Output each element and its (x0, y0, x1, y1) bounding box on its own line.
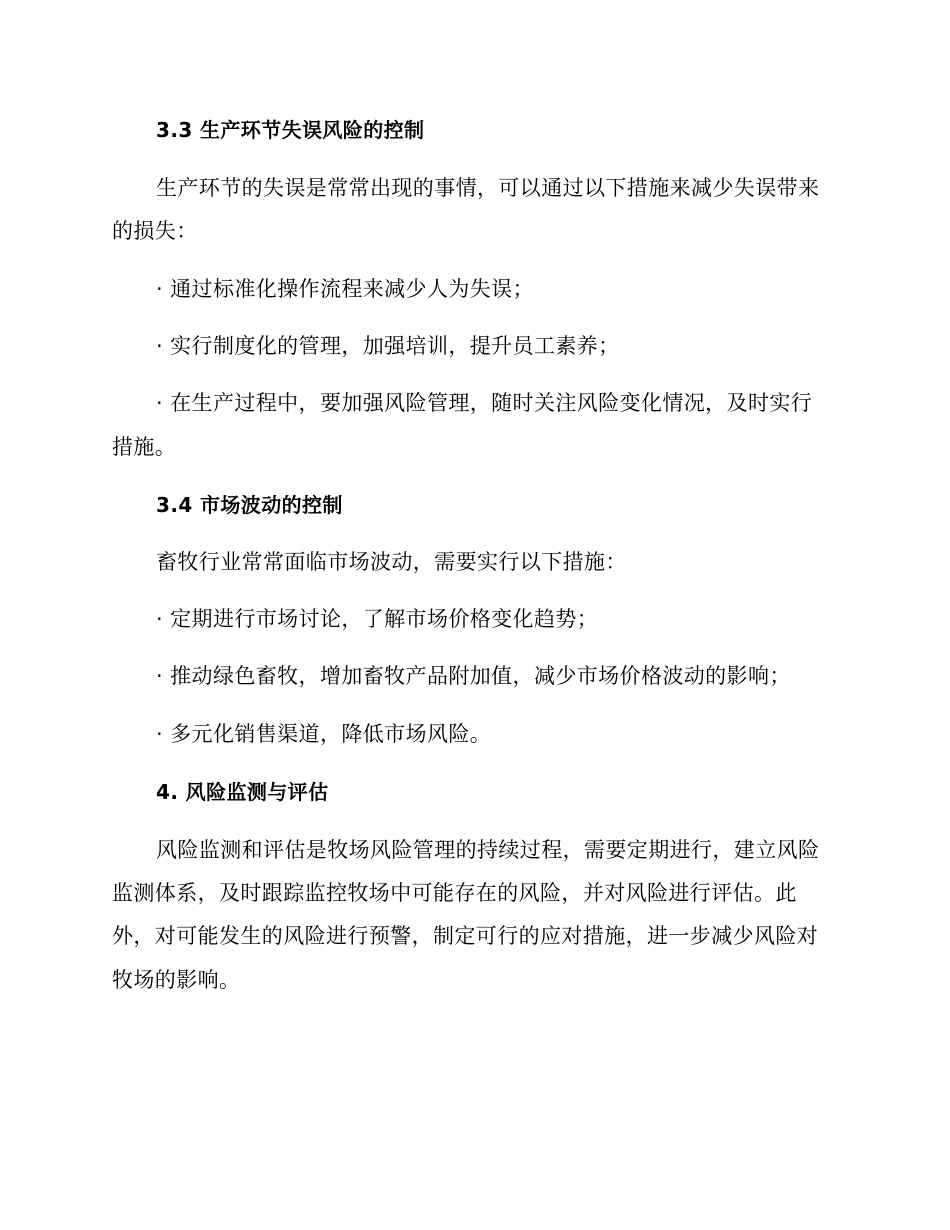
section-3-3-bullet-2: · 实行制度化的管理，加强培训，提升员工素养； (156, 334, 620, 358)
section-4-para-line-2: 监测体系，及时跟踪监控牧场中可能存在的风险，并对风险进行评估。此 (112, 881, 797, 905)
section-3-3-intro-line-1: 生产环节的失误是常常出现的事情，可以通过以下措施来减少失误带来 (156, 176, 820, 200)
section-4-para-line-4: 牧场的影响。 (112, 968, 241, 992)
section-3-4-bullet-3: · 多元化销售渠道，降低市场风险。 (156, 722, 492, 746)
section-3-4-intro: 畜牧行业常常面临市场波动，需要实行以下措施： (156, 550, 627, 574)
section-3-4-bullet-1: · 定期进行市场讨论，了解市场价格变化趋势； (156, 607, 599, 631)
section-4-para-line-1: 风险监测和评估是牧场风险管理的持续过程，需要定期进行，建立风险 (156, 838, 820, 862)
section-3-3-bullet-1: · 通过标准化操作流程来减少人为失误； (156, 277, 534, 301)
section-3-3-intro-line-2: 的损失： (112, 219, 198, 243)
section-3-3-heading: 3.3 生产环节失误风险的控制 (156, 118, 425, 142)
section-3-4-heading: 3.4 市场波动的控制 (156, 493, 343, 517)
section-3-3-bullet-3-line-2: 措施。 (112, 435, 177, 459)
section-4-heading: 4. 风险监测与评估 (156, 780, 329, 804)
section-4-para-line-3: 外，对可能发生的风险进行预警，制定可行的应对措施，进一步减少风险对 (112, 924, 819, 948)
section-3-4-bullet-2: · 推动绿色畜牧，增加畜牧产品附加值，减少市场价格波动的影响； (156, 664, 791, 688)
section-3-3-bullet-3-line-1: · 在生产过程中，要加强风险管理，随时关注风险变化情况，及时实行 (156, 391, 813, 415)
